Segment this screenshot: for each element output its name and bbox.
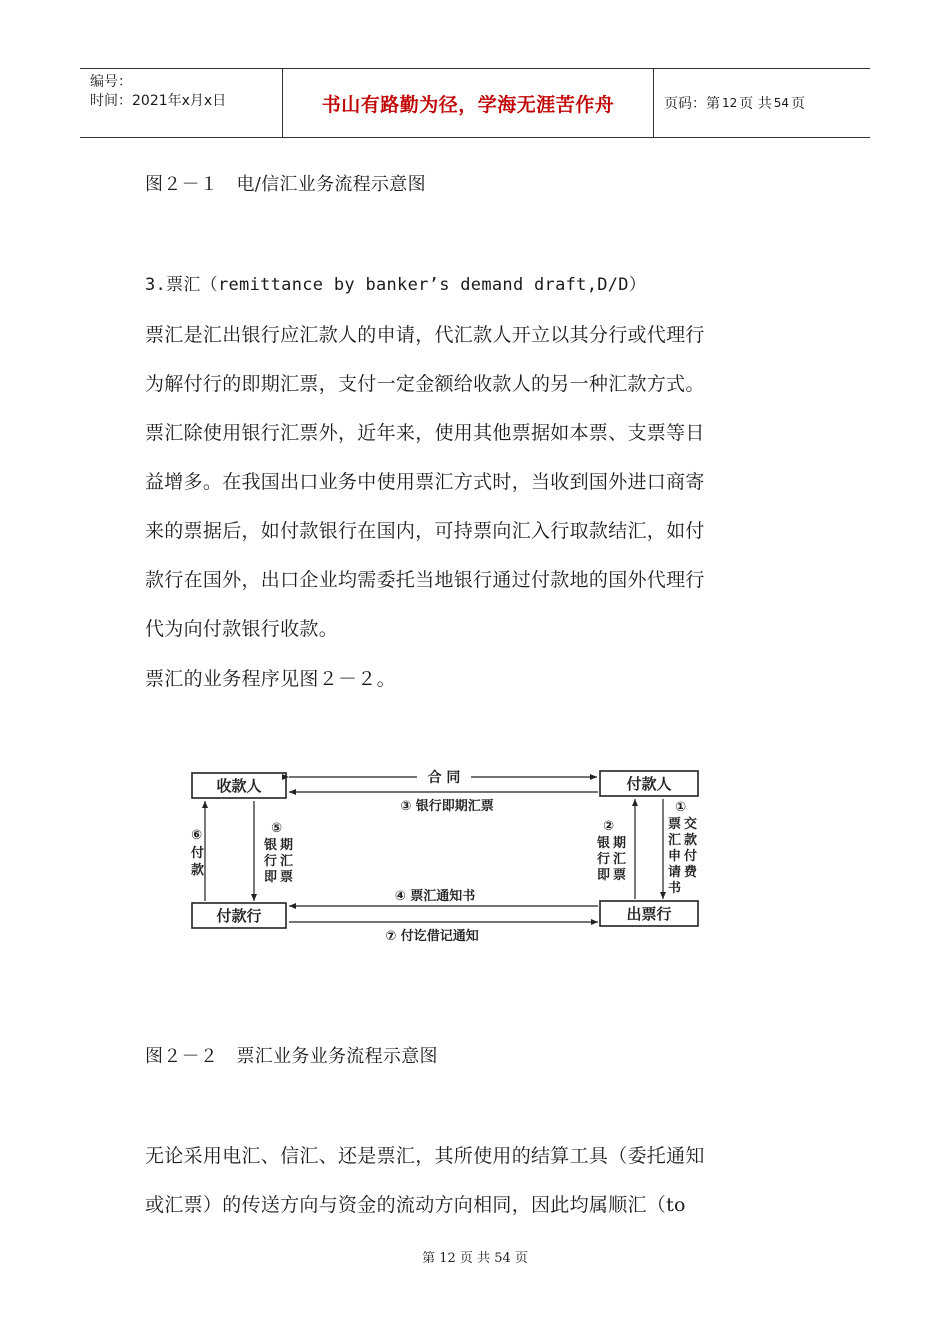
step5-char: 即: [264, 870, 278, 885]
step3-label: ③ 银行即期汇票: [400, 799, 494, 814]
paragraph-line: 为解付行的即期汇票，支付一定金额给收款人的另一种汇款方式。: [145, 373, 705, 395]
see-figure-line: 票汇的业务程序见图２－２。: [145, 668, 396, 690]
step2-char: 期: [613, 836, 627, 851]
step1-char: 费: [684, 865, 698, 880]
step5-char: 票: [280, 870, 294, 885]
closing-line: 或汇票）的传送方向与资金的流动方向相同，因此均属顺汇（to: [145, 1194, 686, 1216]
step2-char: 票: [613, 868, 627, 883]
step7-label: ⑦ 付讫借记通知: [385, 929, 479, 944]
step5-char: 期: [280, 838, 294, 853]
step1-char: 请: [668, 865, 682, 880]
paying-bank-label: 付款行: [216, 907, 262, 925]
step2-char: 即: [597, 868, 611, 883]
page-mid: 页 共: [739, 96, 772, 112]
step5-number: ⑤: [271, 821, 283, 836]
draft-remittance-diagram: [185, 755, 710, 955]
figure-caption-1: 图２－１ 电/信汇业务流程示意图: [145, 174, 426, 195]
page-prefix: 页码：第: [664, 96, 720, 112]
step5-char: 行: [264, 854, 278, 869]
step1-char: 付: [684, 849, 698, 864]
step1-number: ①: [675, 800, 687, 815]
issuing-bank-label: 出票行: [626, 905, 672, 923]
paragraph-line: 票汇除使用银行汇票外，近年来，使用其他票据如本票、支票等日: [145, 422, 705, 444]
step1-char: 汇: [668, 833, 682, 848]
step6-char: 款: [191, 863, 205, 878]
time-label: 时间：2021年x月x日: [90, 93, 227, 109]
payee-label: 收款人: [216, 777, 262, 795]
step1-char: 票: [668, 817, 682, 832]
step5-char: 汇: [280, 854, 294, 869]
paragraph-line: 益增多。在我国出口业务中使用票汇方式时，当收到国外进口商寄: [145, 471, 705, 493]
step2-number: ②: [603, 819, 615, 834]
step6-char: 付: [191, 846, 205, 861]
number-label: 编号：: [90, 74, 132, 90]
paragraph-line: 款行在国外，出口企业均需委托当地银行通过付款地的国外代理行: [145, 569, 705, 591]
step6-number: ⑥: [191, 828, 203, 843]
closing-line: 无论采用电汇、信汇、还是票汇，其所使用的结算工具（委托通知: [145, 1145, 705, 1167]
document-header: [80, 68, 870, 138]
step2-char: 行: [597, 852, 611, 867]
figure-caption-2: 图２－２ 票汇业务业务流程示意图: [145, 1046, 438, 1067]
flow-diagram-svg: [185, 755, 710, 955]
page-suffix: 页: [791, 96, 806, 112]
paragraph-line: 来的票据后，如付款银行在国内，可持票向汇入行取款结汇，如付: [145, 520, 705, 542]
page-footer: 第 12 页 共 54 页: [422, 1251, 528, 1266]
paragraph-line: 代为向付款银行收款。: [145, 618, 339, 640]
contract-label: 合 同: [427, 770, 461, 786]
step1-char: 款: [684, 833, 698, 848]
step1-char: 书: [668, 881, 682, 896]
page-current: 12: [722, 96, 738, 110]
step2-char: 汇: [613, 852, 627, 867]
header-motto: 书山有路勤为径，学海无涯苦作舟: [282, 69, 654, 137]
step1-char: 交: [684, 817, 698, 832]
step4-label: ④ 票汇通知书: [394, 889, 476, 904]
header-page-number: [654, 69, 870, 137]
section-title: 3.票汇（remittance by banker’s demand draft,D/D）: [145, 275, 647, 295]
step1-char: 申: [668, 849, 682, 864]
page-total: 54: [773, 96, 790, 110]
payer-label: 付款人: [626, 775, 672, 793]
header-meta: [80, 69, 282, 137]
step2-char: 银: [597, 836, 611, 851]
paragraph-line: 票汇是汇出银行应汇款人的申请，代汇款人开立以其分行或代理行: [145, 324, 705, 346]
step5-char: 银: [264, 838, 278, 853]
